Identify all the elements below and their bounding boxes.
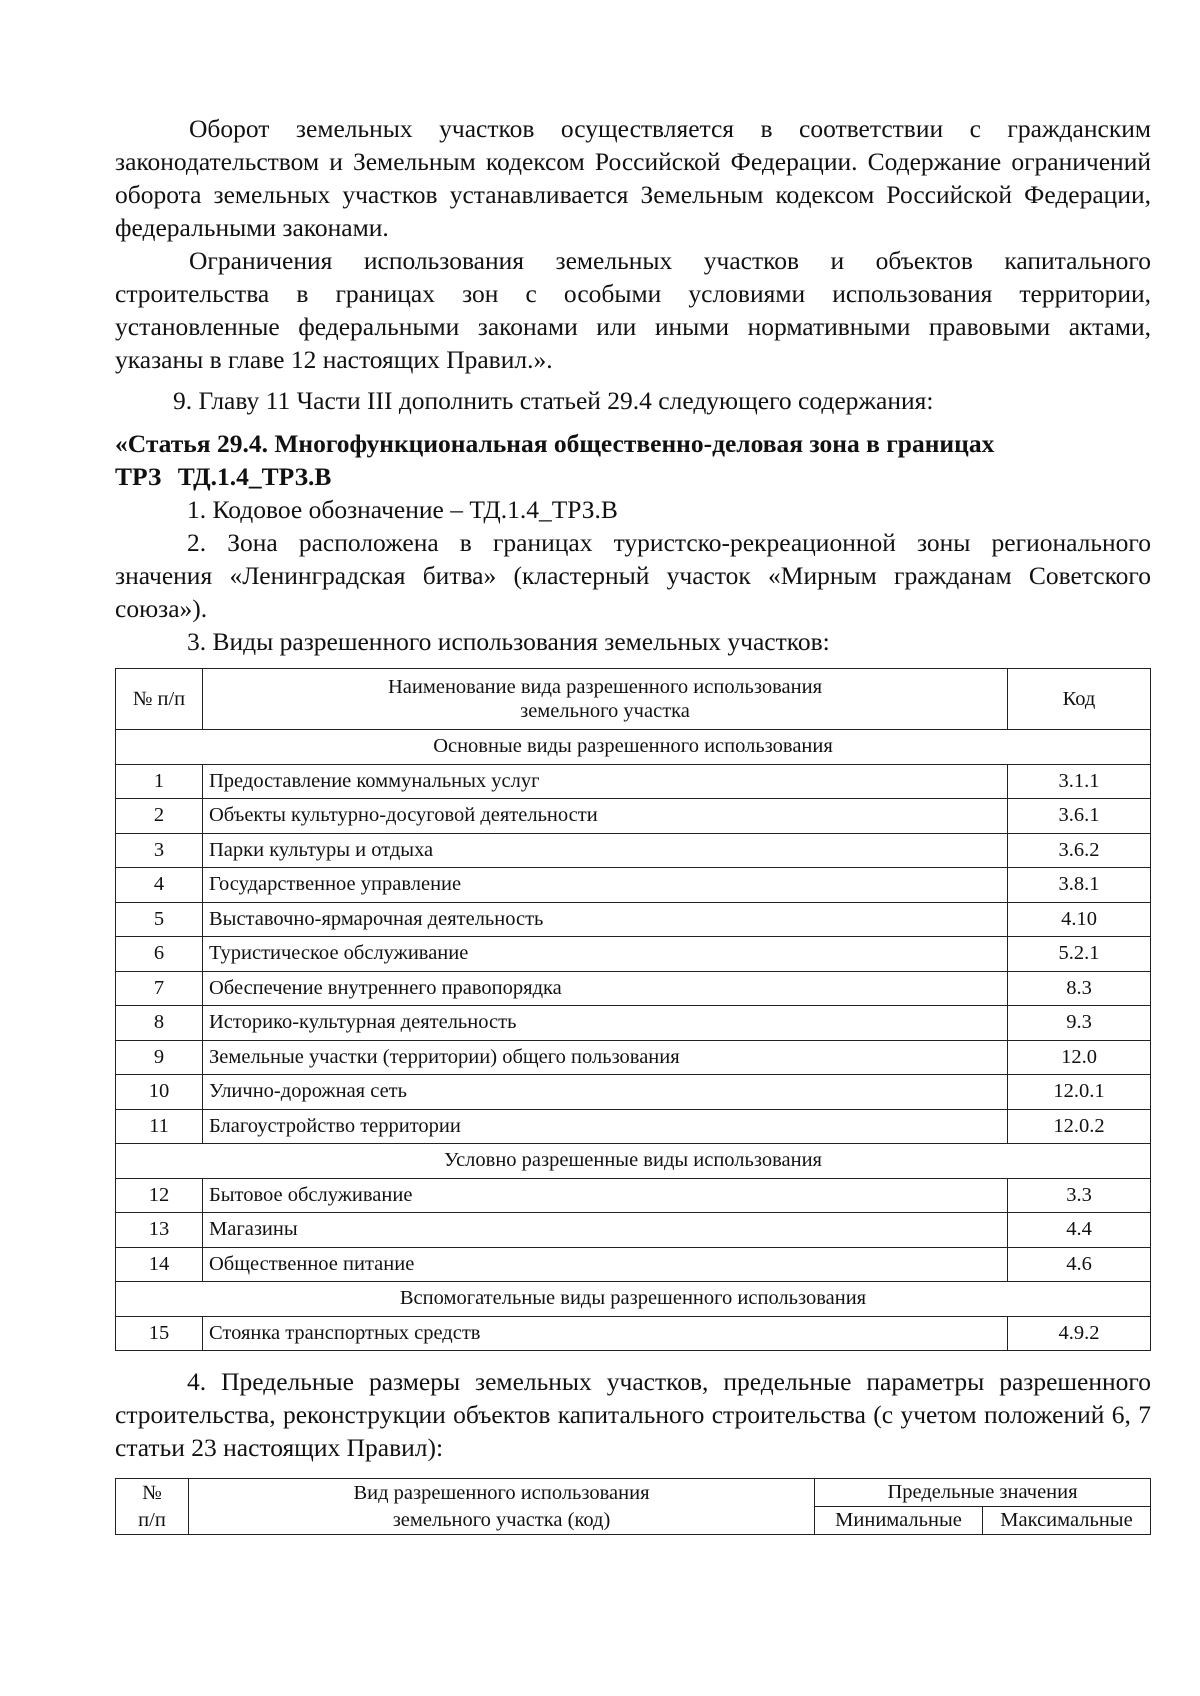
table-row bbox=[116, 1316, 1151, 1351]
article-title-code: ТРЗ ТД.1.4_ТРЗ.В bbox=[115, 462, 332, 491]
row-name: Историко-культурная деятельность bbox=[203, 1006, 1008, 1041]
row-code: 12.0.1 bbox=[1008, 1075, 1151, 1110]
table-row bbox=[116, 1213, 1151, 1248]
header-num: № п/п bbox=[116, 669, 203, 730]
row-code: 5.2.1 bbox=[1008, 937, 1151, 972]
row-name: Государственное управление bbox=[203, 868, 1008, 903]
row-code: 3.8.1 bbox=[1008, 868, 1151, 903]
row-name: Объекты культурно-досуговой деятельности bbox=[203, 799, 1008, 834]
row-name: Обеспечение внутреннего правопорядка bbox=[203, 971, 1008, 1006]
header-name bbox=[203, 669, 1008, 730]
row-code: 3.1.1 bbox=[1008, 764, 1151, 799]
limits-header-values: Предельные значения bbox=[815, 1479, 1151, 1507]
row-num: 14 bbox=[116, 1247, 203, 1282]
row-num: 15 bbox=[116, 1316, 203, 1351]
row-name: Бытовое обслуживание bbox=[203, 1178, 1008, 1213]
table-group-row bbox=[116, 1144, 1151, 1179]
row-name: Улично-дорожная сеть bbox=[203, 1075, 1008, 1110]
row-code: 8.3 bbox=[1008, 971, 1151, 1006]
table-row bbox=[116, 764, 1151, 799]
group-title: Вспомогательные виды разрешенного использования bbox=[116, 1282, 1151, 1317]
row-code: 9.3 bbox=[1008, 1006, 1151, 1041]
article-item-3: 3. Виды разрешенного использования земельных участков: bbox=[187, 627, 830, 656]
row-name: Магазины bbox=[203, 1213, 1008, 1248]
limits-header-kind-line2: земельного участка (код) bbox=[392, 1508, 611, 1531]
row-num: 4 bbox=[116, 868, 203, 903]
row-num: 13 bbox=[116, 1213, 203, 1248]
header-name-line1: Наименование вида разрешенного использования bbox=[388, 676, 822, 698]
paragraph-use-restrictions: Ограничения использования земельных участков и объектов капитального строительства в границах зон с особыми условиями использования территории, установленные федеральными законами или иными нормативными правовыми актами, указаны в главе 12 настоящих Правил.». bbox=[115, 246, 1151, 374]
row-code: 12.0.2 bbox=[1008, 1109, 1151, 1144]
row-num: 7 bbox=[116, 971, 203, 1006]
row-code: 4.10 bbox=[1008, 902, 1151, 937]
article-item-1: 1. Кодовое обозначение – ТД.1.4_ТРЗ.В bbox=[187, 495, 618, 524]
row-name: Парки культуры и отдыха bbox=[203, 833, 1008, 868]
limits-header-num-line2: п/п bbox=[138, 1508, 166, 1531]
table-row bbox=[116, 902, 1151, 937]
permitted-uses-table bbox=[115, 668, 1151, 1351]
table-row bbox=[116, 1247, 1151, 1282]
table-header-row bbox=[116, 669, 1151, 730]
article-item-2: 2. Зона расположена в границах туристско-рекреационной зоны регионального значения «Ленинградская битва» (кластерный участок «Мирным гражданам Советского союза»). bbox=[115, 528, 1151, 623]
row-code: 4.6 bbox=[1008, 1247, 1151, 1282]
row-code: 4.4 bbox=[1008, 1213, 1151, 1248]
row-num: 8 bbox=[116, 1006, 203, 1041]
paragraph-land-turnover: Оборот земельных участков осуществляется в соответствии с гражданским законодательством и Земельным кодексом Российской Федерации. Содержание ограничений оборота земельных участков устанавливается Земельным кодексом Российской Федерации, федеральными законами. bbox=[115, 114, 1151, 242]
row-code: 3.6.2 bbox=[1008, 833, 1151, 868]
row-num: 9 bbox=[116, 1040, 203, 1075]
row-name: Общественное питание bbox=[203, 1247, 1008, 1282]
row-code: 4.9.2 bbox=[1008, 1316, 1151, 1351]
limits-table bbox=[115, 1478, 1151, 1535]
limits-header-num bbox=[116, 1479, 189, 1535]
row-num: 5 bbox=[116, 902, 203, 937]
row-num: 12 bbox=[116, 1178, 203, 1213]
row-num: 1 bbox=[116, 764, 203, 799]
row-code: 3.3 bbox=[1008, 1178, 1151, 1213]
header-code: Код bbox=[1008, 669, 1151, 730]
row-name: Стоянка транспортных средств bbox=[203, 1316, 1008, 1351]
document-page bbox=[115, 112, 1151, 1535]
limits-header-min: Минимальные bbox=[815, 1507, 983, 1535]
group-title: Условно разрешенные виды использования bbox=[116, 1144, 1151, 1179]
row-name: Благоустройство территории bbox=[203, 1109, 1008, 1144]
table-row bbox=[116, 971, 1151, 1006]
article-title: «Статья 29.4. Многофункциональная общественно-деловая зона в границах bbox=[115, 429, 995, 458]
article-item-4: 4. Предельные размеры земельных участков, предельные параметры разрешенного строительства, реконструкции объектов капитального строительства (с учетом положений 6, 7 статьи 23 настоящих Правил): bbox=[115, 1367, 1151, 1462]
row-num: 2 bbox=[116, 799, 203, 834]
row-num: 3 bbox=[116, 833, 203, 868]
row-name: Предоставление коммунальных услуг bbox=[203, 764, 1008, 799]
row-name: Выставочно-ярмарочная деятельность bbox=[203, 902, 1008, 937]
row-name: Туристическое обслуживание bbox=[203, 937, 1008, 972]
table-row bbox=[116, 799, 1151, 834]
limits-header-max: Максимальные bbox=[983, 1507, 1151, 1535]
row-num: 6 bbox=[116, 937, 203, 972]
group-title: Основные виды разрешенного использования bbox=[116, 730, 1151, 765]
table-row bbox=[116, 868, 1151, 903]
table-group-row bbox=[116, 1282, 1151, 1317]
row-name: Земельные участки (территории) общего пользования bbox=[203, 1040, 1008, 1075]
table-group-row bbox=[116, 730, 1151, 765]
table-row bbox=[116, 1006, 1151, 1041]
table-row bbox=[116, 937, 1151, 972]
limits-header-row-1 bbox=[116, 1479, 1151, 1507]
table-row bbox=[116, 1040, 1151, 1075]
table-row bbox=[116, 1075, 1151, 1110]
limits-header-kind bbox=[189, 1479, 815, 1535]
row-num: 10 bbox=[116, 1075, 203, 1110]
table-row bbox=[116, 1178, 1151, 1213]
header-name-line2: земельного участка bbox=[520, 700, 690, 722]
row-num: 11 bbox=[116, 1109, 203, 1144]
limits-header-kind-line1: Вид разрешенного использования bbox=[353, 1481, 650, 1504]
limits-header-num-line1: № bbox=[142, 1481, 162, 1504]
amendment-item-9: 9. Главу 11 Части III дополнить статьей 29.4 следующего содержания: bbox=[173, 386, 934, 415]
table-row bbox=[116, 1109, 1151, 1144]
row-code: 12.0 bbox=[1008, 1040, 1151, 1075]
table-row bbox=[116, 833, 1151, 868]
row-code: 3.6.1 bbox=[1008, 799, 1151, 834]
